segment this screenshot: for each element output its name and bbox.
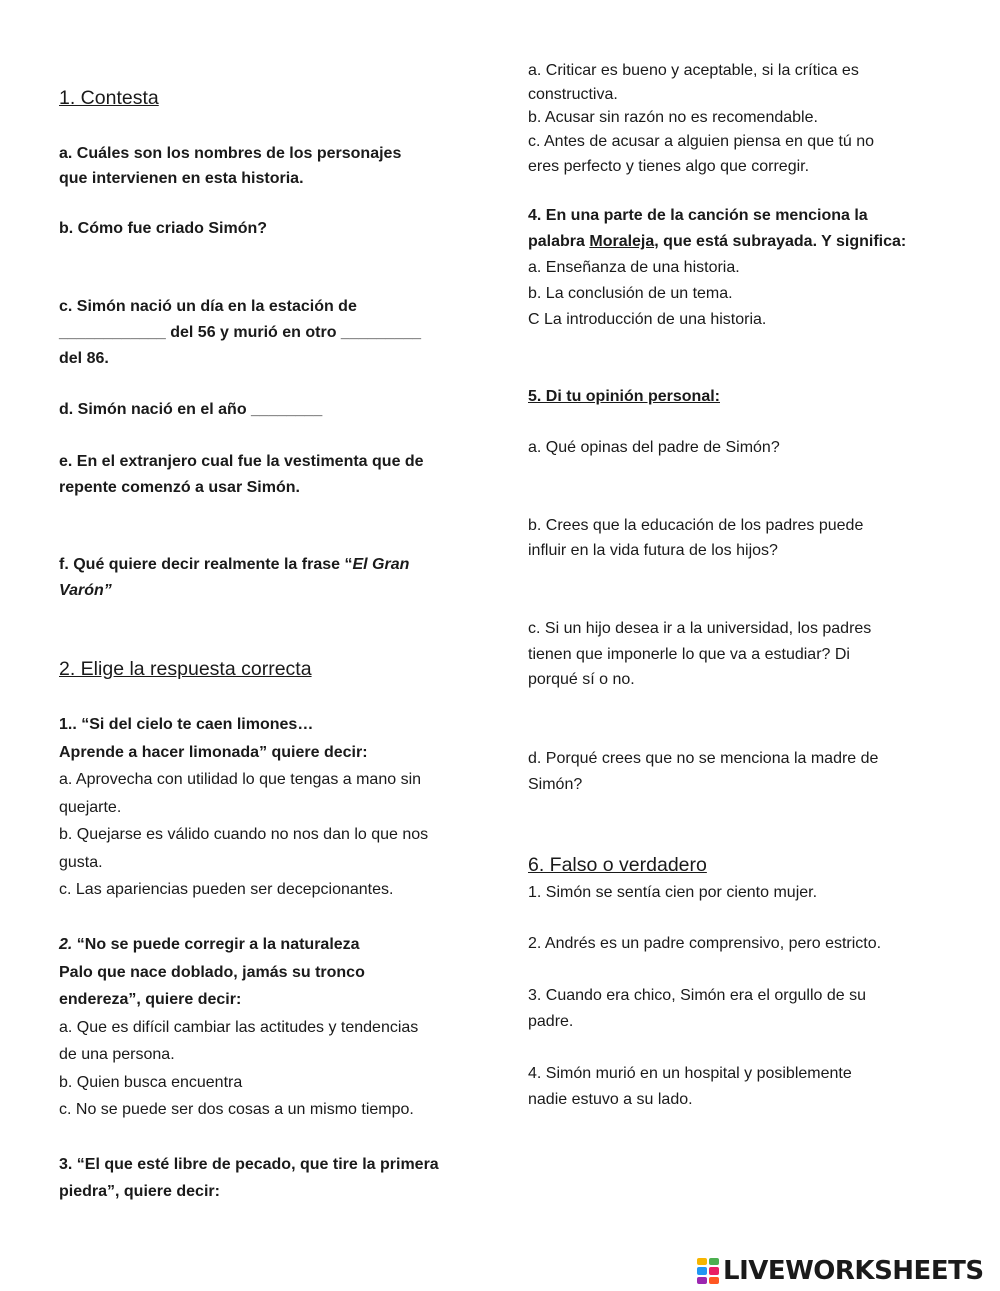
- q1c-line1: c. Simón nació un día en la estación de: [59, 298, 357, 315]
- q64-line1: 4. Simón murió en un hospital y posiblemente: [528, 1065, 852, 1082]
- q1f-line1-italic: El Gran: [352, 556, 410, 573]
- q1c-line3: del 86.: [59, 350, 109, 367]
- q5b-line2: influir en la vida futura de los hijos?: [528, 542, 778, 559]
- q22-line1: [59, 935, 360, 955]
- q23-option-c-line1: c. Antes de acusar a alguien piensa en que tú no: [528, 133, 875, 150]
- q22-line2: Palo que nace doblado, jamás su tronco: [59, 964, 365, 981]
- q22-option-c: c. No se puede ser dos cosas a un mismo tiempo.: [59, 1101, 414, 1118]
- q5a: a. Qué opinas del padre de Simón?: [528, 439, 780, 456]
- q1c-line2: ____________ del 56 y murió en otro _________: [59, 324, 422, 341]
- q64-line2: nadie estuvo a su lado.: [528, 1091, 693, 1108]
- q23-line2: piedra”, quiere decir:: [59, 1183, 220, 1200]
- q4-option-c: C La introducción de una historia.: [528, 311, 767, 328]
- section-6-title: 6. Falso o verdadero: [528, 854, 707, 876]
- logo-text: LIVEWORKSHEETS: [723, 1256, 984, 1286]
- q23-option-a-line1: a. Criticar es bueno y aceptable, si la crítica es: [528, 62, 859, 79]
- q63-line2: padre.: [528, 1013, 574, 1030]
- q1f-line1-text: f. Qué quiere decir realmente la frase “: [59, 556, 353, 573]
- section-1-title: 1. Contesta: [59, 87, 159, 109]
- q22-option-a-line2: de una persona.: [59, 1046, 175, 1063]
- q21-option-b-line2: gusta.: [59, 854, 103, 871]
- q21-option-b-line1: b. Quejarse es válido cuando no nos dan lo que nos: [59, 826, 429, 843]
- q5b-line1: b. Crees que la educación de los padres puede: [528, 517, 864, 534]
- q5d-line1: d. Porqué crees que no se menciona la madre de: [528, 750, 879, 767]
- q1a-line1: a. Cuáles son los nombres de los personajes: [59, 145, 402, 162]
- liveworksheets-logo: [697, 1254, 984, 1288]
- q5d-line2: Simón?: [528, 776, 583, 793]
- q4-line2: [528, 232, 906, 252]
- q21-option-c: c. Las apariencias pueden ser decepcionantes.: [59, 881, 394, 898]
- q22-number: 2.: [59, 936, 73, 953]
- section-5-title: 5. Di tu opinión personal:: [528, 388, 720, 405]
- q4-line2-a: palabra: [528, 233, 590, 250]
- q1f-line2: Varón”: [59, 582, 112, 599]
- q22-option-a-line1: a. Que es difícil cambiar las actitudes y tendencias: [59, 1019, 419, 1036]
- q1d: d. Simón nació en el año ________: [59, 401, 323, 418]
- q62: 2. Andrés es un padre comprensivo, pero estricto.: [528, 935, 882, 952]
- q22-option-b: b. Quien busca encuentra: [59, 1074, 243, 1091]
- q23-line1: 3. “El que esté libre de pecado, que tire la primera: [59, 1156, 439, 1173]
- q23-option-a-line2: constructiva.: [528, 86, 618, 103]
- q1e-line2: repente comenzó a usar Simón.: [59, 479, 300, 496]
- liveworksheets-logo-icon: [697, 1258, 719, 1284]
- q4-option-a: a. Enseñanza de una historia.: [528, 259, 740, 276]
- q4-option-b: b. La conclusión de un tema.: [528, 285, 733, 302]
- q63-line1: 3. Cuando era chico, Simón era el orgullo de su: [528, 987, 866, 1004]
- q22-line3: endereza”, quiere decir:: [59, 991, 242, 1008]
- q5c-line2: tienen que imponerle lo que va a estudiar? Di: [528, 646, 850, 663]
- q21-line2: Aprende a hacer limonada” quiere decir:: [59, 744, 368, 761]
- section-2-title: 2. Elige la respuesta correcta: [59, 658, 312, 680]
- q22-line1-text: “No se puede corregir a la naturaleza: [72, 936, 360, 953]
- q1e-line1: e. En el extranjero cual fue la vestimenta que de: [59, 453, 424, 470]
- q5c-line3: porqué sí o no.: [528, 671, 635, 688]
- q21-option-a-line2: quejarte.: [59, 799, 122, 816]
- q4-line2-c: que está subrayada. Y significa:: [658, 233, 907, 250]
- q1b: b. Cómo fue criado Simón?: [59, 220, 268, 237]
- q1f-line1: [59, 555, 409, 575]
- q1a-line2: que intervienen en esta historia.: [59, 170, 304, 187]
- q61: 1. Simón se sentía cien por ciento mujer.: [528, 884, 818, 901]
- q5c-line1: c. Si un hijo desea ir a la universidad, los padres: [528, 620, 872, 637]
- q4-line1: 4. En una parte de la canción se menciona la: [528, 207, 868, 224]
- q4-underlined-word: Moraleja,: [589, 233, 659, 250]
- q21-option-a-line1: a. Aprovecha con utilidad lo que tengas a mano sin: [59, 771, 422, 788]
- q21-line1: 1.. “Si del cielo te caen limones…: [59, 716, 314, 733]
- q23-option-b: b. Acusar sin razón no es recomendable.: [528, 109, 818, 126]
- q23-option-c-line2: eres perfecto y tienes algo que corregir.: [528, 158, 810, 175]
